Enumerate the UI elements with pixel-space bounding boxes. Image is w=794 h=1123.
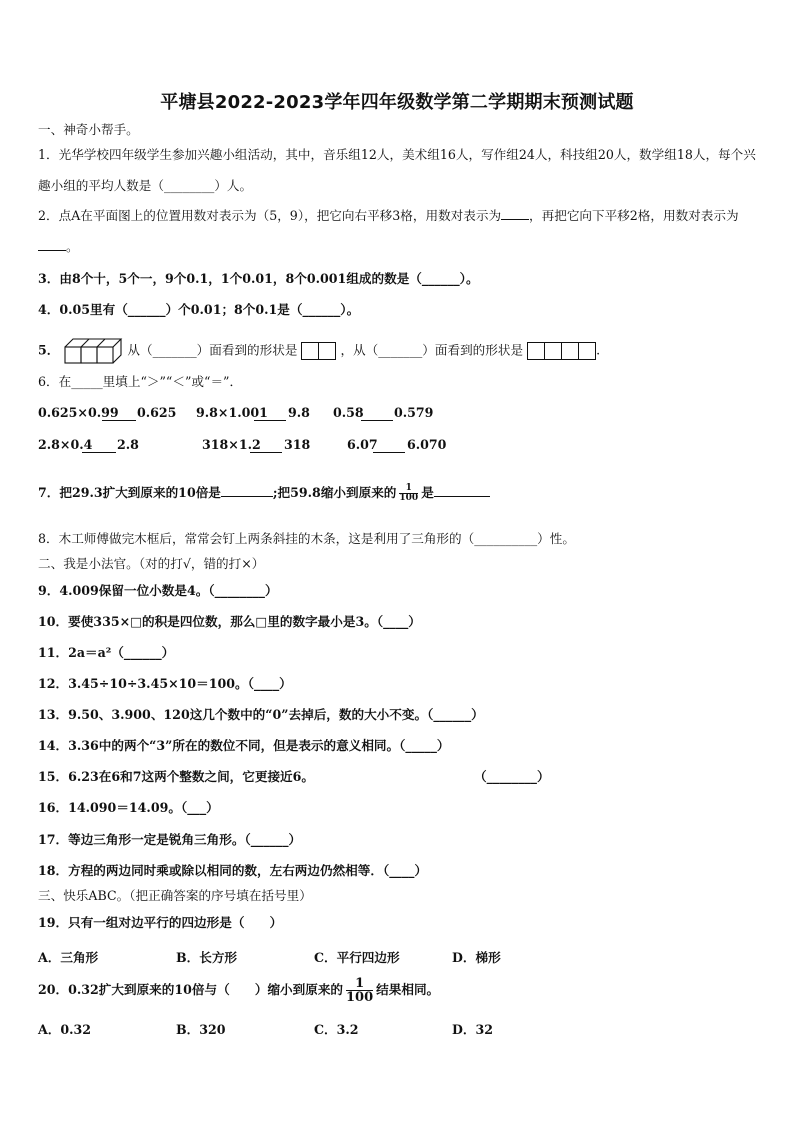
- q5-text-a: 从（_______）面看到的形状是: [127, 342, 298, 358]
- q6-r2-right-1: 2.8: [117, 437, 139, 452]
- q2-blank-2: [38, 239, 66, 251]
- q5-text-c: .: [596, 342, 601, 358]
- question-6: 6．在_____里填上“＞”“＜”或“＝”．: [38, 374, 243, 389]
- q19-option-a: A．三角形: [38, 950, 99, 965]
- q6-r2-blank-2: [250, 441, 282, 453]
- q20-option-c: C．3.2: [314, 1022, 359, 1037]
- section-heading-1: 一、神奇小帮手。: [38, 122, 139, 137]
- q7-fraction-num: 1: [399, 484, 418, 494]
- question-1: 1．光华学校四年级学生参加兴趣小组活动，其中，音乐组12人，美术组16人，写作组24人，科技组20人，数学组18人，每个兴趣小组的平均人数是（________）人。: [38, 147, 756, 193]
- cubes-figure-icon: [63, 336, 123, 366]
- q19-options: [38, 947, 738, 965]
- q7-blank-1: [221, 485, 273, 497]
- q20-fraction: [346, 977, 373, 1004]
- q6-r2-blank-1: [82, 441, 116, 453]
- q7-text-b: ;把59.8缩小到原来的: [272, 485, 397, 500]
- q6-r1-left-3: 0.58: [333, 405, 364, 420]
- q6-r2-left-2: 318×1.2: [202, 437, 261, 452]
- q6-r2-right-3: 6.070: [407, 437, 447, 452]
- question-11: 11．2a＝a²（______）: [38, 645, 175, 660]
- q6-r2-right-2: 318: [284, 437, 311, 452]
- q6-r1-blank-2: [254, 409, 286, 421]
- question-10: 10．要使335×□的积是四位数，那么□里的数字最小是3。（____）: [38, 614, 421, 629]
- q15-text: 15．6.23在6和7这两个整数之间，它更接近6。: [38, 769, 314, 784]
- q7-text-c: 是: [421, 485, 434, 500]
- q2-text-b: ，再把它向下平移2格，用数对表示为: [529, 208, 739, 223]
- q20-option-b: B．320: [176, 1022, 226, 1037]
- question-14: 14．3.36中的两个“3”所在的数位不同，但是表示的意义相同。（_____）: [38, 738, 450, 753]
- q19-option-b: B．长方形: [176, 950, 238, 965]
- q20-option-d: D．32: [452, 1022, 494, 1037]
- q6-r1-left-2: 9.8×1.001: [196, 405, 268, 420]
- q2-text-c: 。: [66, 239, 79, 254]
- question-19: 19．只有一组对边平行的四边形是（ ）: [38, 915, 283, 930]
- question-15: [38, 769, 760, 785]
- q6-r1-right-3: 0.579: [394, 405, 434, 420]
- q7-text-a: 7．把29.3扩大到原来的10倍是: [38, 485, 221, 500]
- q5-shape-two-squares: [301, 342, 336, 360]
- q19-option-d: D．梯形: [452, 950, 501, 965]
- q6-r2-left-1: 2.8×0.4: [38, 437, 93, 452]
- q5-text-b: ，从（_______）面看到的形状是: [340, 342, 524, 358]
- q6-r1-right-2: 9.8: [288, 405, 310, 420]
- q6-r1-blank-3: [361, 409, 393, 421]
- question-2: [38, 200, 760, 262]
- question-7: [38, 484, 490, 503]
- q20-fraction-num: 1: [346, 977, 373, 991]
- q20-text-b: 结果相同。: [376, 982, 440, 997]
- question-8: 8．木工师傅做完木框后，常常会钉上两条斜挂的木条，这是利用了三角形的（__________）性。: [38, 531, 575, 546]
- q2-blank-1: [501, 208, 529, 220]
- page-title: 平塘县2022-2023学年四年级数学第二学期期末预测试题: [160, 92, 634, 113]
- q6-row-2: [38, 437, 738, 455]
- q20-option-a: A．0.32: [38, 1022, 92, 1037]
- q6-r1-right-1: 0.625: [137, 405, 177, 420]
- question-17: 17．等边三角形一定是锐角三角形。（______）: [38, 832, 302, 847]
- q20-fraction-den: 100: [346, 990, 374, 1005]
- question-20: [38, 977, 439, 1004]
- question-5: [38, 336, 600, 366]
- q7-fraction: [399, 484, 418, 503]
- q6-r2-left-3: 6.07: [347, 437, 378, 452]
- question-12: 12．3.45÷10÷3.45×10＝100。（____）: [38, 676, 292, 691]
- q6-row-1: [38, 405, 738, 423]
- q5-shape-four-squares: [527, 342, 596, 360]
- question-9: 9．4.009保留一位小数是4。（________）: [38, 583, 278, 598]
- q19-option-c: C．平行四边形: [314, 950, 400, 965]
- q6-r1-blank-1: [102, 409, 136, 421]
- q5-number: 5．: [38, 342, 60, 358]
- question-16: 16．14.090＝14.09。（___）: [38, 800, 219, 815]
- q7-fraction-den: 100: [399, 493, 419, 503]
- section-heading-2: 二、我是小法官。（对的打√，错的打×）: [38, 556, 265, 571]
- section-heading-3: 三、快乐ABC。（把正确答案的序号填在括号里）: [38, 888, 312, 903]
- q15-paren: （________）: [474, 769, 550, 784]
- question-13: 13．9.50、3.900、120这几个数中的“0”去掉后，数的大小不变。（______）: [38, 707, 484, 722]
- question-4: 4．0.05里有（______）个0.01；8个0.1是（______）。: [38, 302, 360, 317]
- q20-options: [38, 1019, 738, 1037]
- q20-text-a: 20．0.32扩大到原来的10倍与（ ）缩小到原来的: [38, 982, 344, 997]
- question-18: 18．方程的两边同时乘或除以相同的数，左右两边仍然相等．（____）: [38, 863, 428, 878]
- q6-r2-blank-3: [373, 441, 405, 453]
- q2-text-a: 2．点A在平面图上的位置用数对表示为（5，9），把它向右平移3格，用数对表示为: [38, 208, 502, 223]
- q6-r1-left-1: 0.625×0.99: [38, 405, 119, 420]
- question-3: 3．由8个十，5个一，9个0.1，1个0.01，8个0.001组成的数是（______）。: [38, 271, 479, 286]
- q7-blank-2: [434, 485, 490, 497]
